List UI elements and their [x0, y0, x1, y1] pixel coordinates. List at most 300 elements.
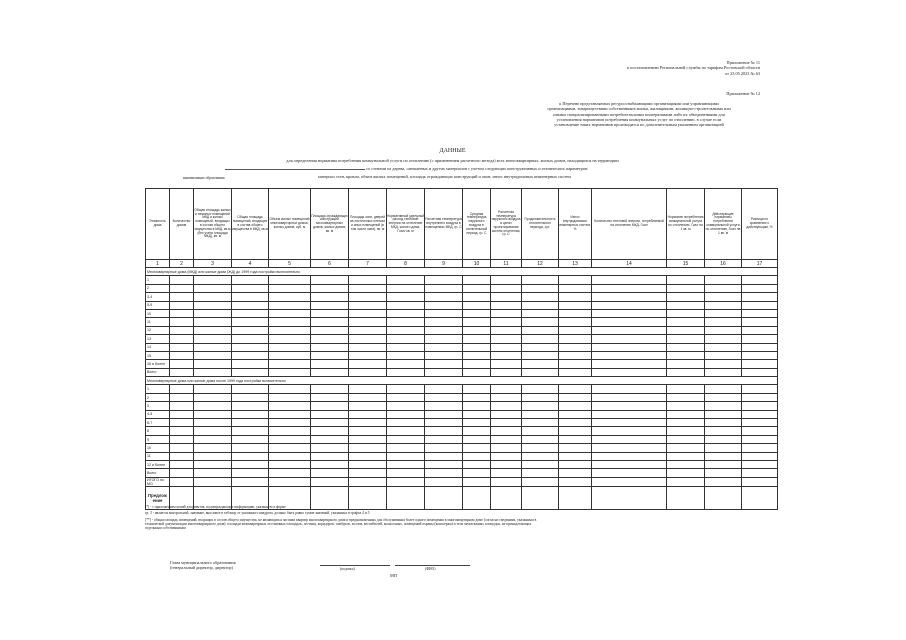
- table-cell: [559, 309, 592, 317]
- table-cell: [232, 402, 269, 410]
- table-cell: [592, 293, 667, 301]
- table-cell: [705, 385, 742, 393]
- table-cell: [349, 301, 387, 309]
- table-cell: [742, 301, 778, 309]
- table-cell: [425, 301, 463, 309]
- table-cell: [742, 410, 778, 418]
- table-cell: [742, 309, 778, 317]
- table-cell: [387, 293, 425, 301]
- table-cell: [742, 402, 778, 410]
- table-cell: [232, 301, 269, 309]
- footnote: отдельным собственникам: [145, 526, 186, 531]
- table-cell: [349, 444, 387, 452]
- table-cell: [232, 335, 269, 343]
- floor-count-cell: 4-5: [146, 410, 170, 418]
- table-cell: [170, 318, 194, 326]
- table-cell: [170, 335, 194, 343]
- table-cell: [269, 427, 311, 435]
- table-cell: [522, 360, 559, 368]
- floor-count-cell: 10: [146, 444, 170, 452]
- section-title: Многоквартирные дома (МКД) или жилые дома (ЖД) до 1999 года постройки включительно: [146, 268, 778, 276]
- table-cell: [232, 343, 269, 351]
- table-cell: [425, 360, 463, 368]
- table-cell: [522, 452, 559, 460]
- table-cell: [232, 351, 269, 359]
- table-cell: [194, 469, 232, 477]
- floor-count-cell: 13: [146, 335, 170, 343]
- table-cell: [592, 351, 667, 359]
- table-cell: [592, 385, 667, 393]
- column-header: Этажность дома: [146, 189, 170, 260]
- footnote: (**) - общая площадь помещений, входящих в состав общего имущества, не являющихся частями квартир многоквартирного дома и предназначенных для обслуживания более одного помещения в многоквартирном доме (согласно сведениям, указанным в: [145, 517, 537, 522]
- column-header: Разница по сравнению с действующим, %: [742, 189, 778, 260]
- floor-count-cell: 11: [146, 318, 170, 326]
- signatory-subtitle: (генеральный директор, директор): [170, 565, 233, 571]
- table-cell: [522, 435, 559, 443]
- table-cell: [667, 460, 705, 468]
- table-cell: [425, 284, 463, 292]
- table-cell: [705, 402, 742, 410]
- table-cell: [349, 435, 387, 443]
- column-header: Площадь окон, дверей на лестничных клетках и иных помещений (в том числе окна), кв. м: [349, 189, 387, 260]
- table-cell: [491, 427, 522, 435]
- table-cell: [592, 284, 667, 292]
- table-cell: [742, 435, 778, 443]
- table-cell: [705, 469, 742, 477]
- document-subtitle: для определения норматива потребления коммунальной услуги по отоплению (с применением расчетного метода) всех многоквартирных, жилых домов, находящихся на территории: [286, 158, 619, 163]
- table-cell: [559, 284, 592, 292]
- table-cell: [349, 343, 387, 351]
- table-cell: [311, 460, 349, 468]
- table-cell: [387, 360, 425, 368]
- table-cell: [742, 360, 778, 368]
- table-cell: [194, 360, 232, 368]
- table-cell: [463, 385, 491, 393]
- table-row: [146, 444, 778, 452]
- table-cell: [559, 469, 592, 477]
- table-cell: [311, 284, 349, 292]
- table-cell: [311, 326, 349, 334]
- table-cell: [170, 460, 194, 468]
- table-cell: [667, 360, 705, 368]
- table-cell: [387, 410, 425, 418]
- table-cell: [194, 343, 232, 351]
- table-cell: [387, 435, 425, 443]
- table-cell: [592, 326, 667, 334]
- table-cell: [269, 402, 311, 410]
- table-cell: [667, 343, 705, 351]
- appendix-a-subtitle: к постановлению Региональной службы по тарифам Ростовской области: [626, 65, 760, 71]
- table-cell: [387, 444, 425, 452]
- table-cell: [705, 301, 742, 309]
- table-cell: [592, 419, 667, 427]
- table-cell: [425, 293, 463, 301]
- table-cell: [170, 393, 194, 401]
- total-label: Предлож ение: [146, 486, 170, 509]
- table-cell: [559, 276, 592, 284]
- column-number: 5: [269, 260, 311, 268]
- table-cell: [232, 427, 269, 435]
- table-cell: [491, 293, 522, 301]
- floor-count-cell: 2: [146, 284, 170, 292]
- table-cell: [592, 343, 667, 351]
- table-cell: [425, 477, 463, 486]
- table-cell: [170, 452, 194, 460]
- table-cell: [559, 460, 592, 468]
- table-cell: [463, 326, 491, 334]
- column-number-row: [146, 260, 778, 268]
- table-cell: [232, 460, 269, 468]
- table-cell: [311, 335, 349, 343]
- table-cell: [742, 351, 778, 359]
- table-cell: [311, 452, 349, 460]
- column-number: 1: [146, 260, 170, 268]
- column-number: 10: [463, 260, 491, 268]
- table-cell: [463, 444, 491, 452]
- table-cell: [592, 435, 667, 443]
- table-cell: [463, 284, 491, 292]
- table-cell: [194, 419, 232, 427]
- table-cell: [349, 368, 387, 376]
- table-cell: [311, 293, 349, 301]
- table-cell: [491, 477, 522, 486]
- table-cell: [170, 301, 194, 309]
- table-cell: [349, 351, 387, 359]
- table-cell: [232, 393, 269, 401]
- appendix-b-line: установление таких нормативов производится по дополнительным указанным организацией: [554, 122, 724, 128]
- table-cell: [387, 309, 425, 317]
- table-cell: [425, 435, 463, 443]
- section-title: Многоквартирные дома или жилые дома после 1999 года постройки включительно: [146, 377, 778, 385]
- table-cell: [592, 402, 667, 410]
- table-row: [146, 393, 778, 401]
- table-cell: [559, 427, 592, 435]
- table-cell: [742, 293, 778, 301]
- table-cell: [491, 435, 522, 443]
- table-cell: [522, 318, 559, 326]
- table-cell: [349, 276, 387, 284]
- table-cell: [705, 343, 742, 351]
- table-cell: [463, 318, 491, 326]
- table-cell: [667, 427, 705, 435]
- table-cell: [425, 343, 463, 351]
- table-cell: [592, 452, 667, 460]
- table-cell: [559, 318, 592, 326]
- table-row: [146, 343, 778, 351]
- column-number: 9: [425, 260, 463, 268]
- table-cell: [194, 477, 232, 486]
- table-cell: [463, 393, 491, 401]
- table-cell: [667, 477, 705, 486]
- table-cell: [592, 335, 667, 343]
- table-cell: [491, 309, 522, 317]
- table-cell: [232, 318, 269, 326]
- table-cell: [349, 284, 387, 292]
- column-number: 8: [387, 260, 425, 268]
- column-number: 11: [491, 260, 522, 268]
- appendix-a-date: от 23.05.2023 № 63: [725, 70, 760, 76]
- table-cell: [742, 427, 778, 435]
- table-cell: [269, 452, 311, 460]
- table-cell: [491, 410, 522, 418]
- table-cell: [742, 385, 778, 393]
- table-cell: [559, 368, 592, 376]
- floor-count-cell: Всего: [146, 469, 170, 477]
- table-cell: [311, 427, 349, 435]
- table-cell: [170, 444, 194, 452]
- column-header: Площадь ограждающих конструкций многоквартирных домов, жилых домов, кв. м: [311, 189, 349, 260]
- table-cell: [232, 293, 269, 301]
- floor-count-cell: 15: [146, 351, 170, 359]
- table-row: [146, 402, 778, 410]
- table-row: [146, 318, 778, 326]
- table-cell: [387, 427, 425, 435]
- table-cell: [232, 326, 269, 334]
- table-cell: [522, 385, 559, 393]
- table-cell: [522, 293, 559, 301]
- table-cell: [194, 452, 232, 460]
- table-cell: [311, 410, 349, 418]
- table-cell: [349, 452, 387, 460]
- table-cell: [232, 276, 269, 284]
- floor-count-cell: 12 и более: [146, 460, 170, 468]
- table-cell: [232, 452, 269, 460]
- municipality-label: наименование образования: [183, 176, 225, 180]
- floor-count-cell: 14: [146, 343, 170, 351]
- table-row: [146, 351, 778, 359]
- table-cell: [349, 360, 387, 368]
- table-cell: [742, 343, 778, 351]
- footnote: (*) - с приложением копий документов, подтверждающих информацию, указанную в форме: [145, 505, 286, 509]
- table-cell: [667, 318, 705, 326]
- table-cell: [592, 444, 667, 452]
- column-header: Общая площадь жилых и нежилых помещений МКД и жилых помещений, входящих в состав общего имущества в МКД, кв.м (без учета площади МКД), кв. м: [194, 189, 232, 260]
- table-row: [146, 276, 778, 284]
- table-cell: [559, 301, 592, 309]
- table-cell: [592, 276, 667, 284]
- column-number: 17: [742, 260, 778, 268]
- table-cell: [491, 301, 522, 309]
- table-cell: [522, 460, 559, 468]
- table-cell: [194, 368, 232, 376]
- table-cell: [742, 477, 778, 486]
- table-cell: [742, 276, 778, 284]
- floor-count-cell: ИТОГО по МО: [146, 477, 170, 486]
- table-cell: [387, 351, 425, 359]
- table-cell: [194, 427, 232, 435]
- table-cell: [522, 326, 559, 334]
- column-number: 13: [559, 260, 592, 268]
- column-number: 16: [705, 260, 742, 268]
- table-cell: [425, 444, 463, 452]
- table-cell: [705, 460, 742, 468]
- table-cell: [463, 351, 491, 359]
- table-cell: [522, 419, 559, 427]
- table-cell: [667, 469, 705, 477]
- table-row: [146, 477, 778, 486]
- floor-count-cell: 12: [146, 326, 170, 334]
- floor-count-cell: 10: [146, 309, 170, 317]
- table-cell: [705, 419, 742, 427]
- table-cell: [387, 326, 425, 334]
- table-cell: [463, 402, 491, 410]
- floor-count-cell: 1: [146, 276, 170, 284]
- table-cell: [522, 402, 559, 410]
- table-cell: [425, 402, 463, 410]
- table-cell: [705, 318, 742, 326]
- table-cell: [170, 402, 194, 410]
- table-cell: [194, 301, 232, 309]
- table-cell: [232, 419, 269, 427]
- table-cell: [349, 477, 387, 486]
- table-cell: [491, 343, 522, 351]
- table-cell: [170, 419, 194, 427]
- table-cell: [311, 393, 349, 401]
- table-cell: [667, 393, 705, 401]
- table-cell: [269, 335, 311, 343]
- table-cell: [269, 477, 311, 486]
- column-header: Действующие нормативы потребления коммунальной услуги по отоплению, Гкал на 1 кв. м: [705, 189, 742, 260]
- table-cell: [522, 309, 559, 317]
- table-cell: [705, 284, 742, 292]
- table-cell: [232, 368, 269, 376]
- table-cell: [491, 385, 522, 393]
- table-cell: [425, 419, 463, 427]
- table-cell: [667, 444, 705, 452]
- table-cell: [559, 410, 592, 418]
- table-cell: [170, 368, 194, 376]
- table-cell: [232, 410, 269, 418]
- table-cell: [425, 452, 463, 460]
- table-cell: [269, 435, 311, 443]
- table-cell: [194, 293, 232, 301]
- table-cell: [194, 326, 232, 334]
- table-cell: [170, 343, 194, 351]
- table-cell: [311, 368, 349, 376]
- table-cell: [491, 326, 522, 334]
- table-cell: [742, 460, 778, 468]
- table-cell: [349, 419, 387, 427]
- table-cell: [170, 469, 194, 477]
- table-cell: [522, 444, 559, 452]
- table-cell: [232, 309, 269, 317]
- appendix-b-line: установления нормативов потребления коммунальных услуг по отоплению, в случае если: [556, 117, 722, 123]
- document-parameters-line: со стенами из дерева, смешанных и других материалов с учетом следующих конструктивных и технических параметров:: [366, 166, 589, 171]
- table-cell: [491, 419, 522, 427]
- table-cell: [705, 360, 742, 368]
- column-header: Средняя температура наружного воздуха в отопительный период, гр. С: [463, 189, 491, 260]
- table-cell: [311, 309, 349, 317]
- table-cell: [425, 309, 463, 317]
- table-cell: [742, 284, 778, 292]
- table-cell: [491, 276, 522, 284]
- table-cell: [592, 309, 667, 317]
- table-cell: [425, 276, 463, 284]
- table-row: [146, 335, 778, 343]
- table-cell: [522, 284, 559, 292]
- table-cell: [170, 435, 194, 443]
- floor-count-cell: 16 и более: [146, 360, 170, 368]
- floor-count-cell: 3: [146, 402, 170, 410]
- table-cell: [425, 427, 463, 435]
- floor-count-cell: 9: [146, 435, 170, 443]
- table-cell: [311, 276, 349, 284]
- document-heading: ДАННЫЕ: [439, 148, 466, 154]
- table-cell: [269, 293, 311, 301]
- table-cell: [269, 419, 311, 427]
- table-cell: [522, 351, 559, 359]
- table-cell: [705, 477, 742, 486]
- appendix-b-line: к Перечню представляемых ресурсоснабжающими организациями или управляющими: [559, 101, 719, 106]
- table-cell: [269, 318, 311, 326]
- table-cell: [232, 435, 269, 443]
- table-cell: [522, 335, 559, 343]
- table-cell: [592, 318, 667, 326]
- table-cell: [349, 427, 387, 435]
- table-cell: [559, 335, 592, 343]
- table-cell: [269, 385, 311, 393]
- table-cell: [269, 343, 311, 351]
- table-cell: [170, 410, 194, 418]
- floor-count-cell: 3-4: [146, 293, 170, 301]
- table-cell: [463, 360, 491, 368]
- table-cell: [705, 427, 742, 435]
- table-header-row: [146, 189, 778, 260]
- table-cell: [705, 309, 742, 317]
- table-cell: [705, 444, 742, 452]
- table-cell: [349, 410, 387, 418]
- table-cell: [667, 293, 705, 301]
- table-row: [146, 427, 778, 435]
- name-line: [395, 565, 470, 566]
- table-cell: [387, 385, 425, 393]
- table-cell: [559, 343, 592, 351]
- table-cell: [387, 402, 425, 410]
- column-number: 14: [592, 260, 667, 268]
- column-header: Продолжительность отопительного периода, сут.: [522, 189, 559, 260]
- table-cell: [491, 335, 522, 343]
- table-cell: [742, 452, 778, 460]
- table-cell: [269, 360, 311, 368]
- floor-count-cell: 11: [146, 452, 170, 460]
- table-row: [146, 452, 778, 460]
- table-cell: [387, 335, 425, 343]
- table-cell: [463, 410, 491, 418]
- floor-count-cell: Всего: [146, 368, 170, 376]
- table-cell: [425, 368, 463, 376]
- table-cell: [522, 393, 559, 401]
- floor-count-cell: 2: [146, 393, 170, 401]
- column-number: 3: [194, 260, 232, 268]
- table-cell: [425, 335, 463, 343]
- column-number: 15: [667, 260, 705, 268]
- table-cell: [592, 427, 667, 435]
- table-row: [146, 368, 778, 376]
- table-cell: [349, 393, 387, 401]
- table-cell: [349, 469, 387, 477]
- table-cell: [311, 435, 349, 443]
- table-cell: [387, 276, 425, 284]
- document-criteria-line: материал стен, кровли, объем жилых помещений, площадь ограждающих конструкций и окон, износ внутридомовых инженерных систем: [318, 174, 571, 179]
- table-cell: [667, 301, 705, 309]
- table-cell: [559, 435, 592, 443]
- table-cell: [559, 360, 592, 368]
- appendix-b-label: Приложение № 12: [726, 91, 760, 96]
- table-cell: [559, 385, 592, 393]
- table-cell: [269, 326, 311, 334]
- table-cell: [425, 410, 463, 418]
- column-number: 2: [170, 260, 194, 268]
